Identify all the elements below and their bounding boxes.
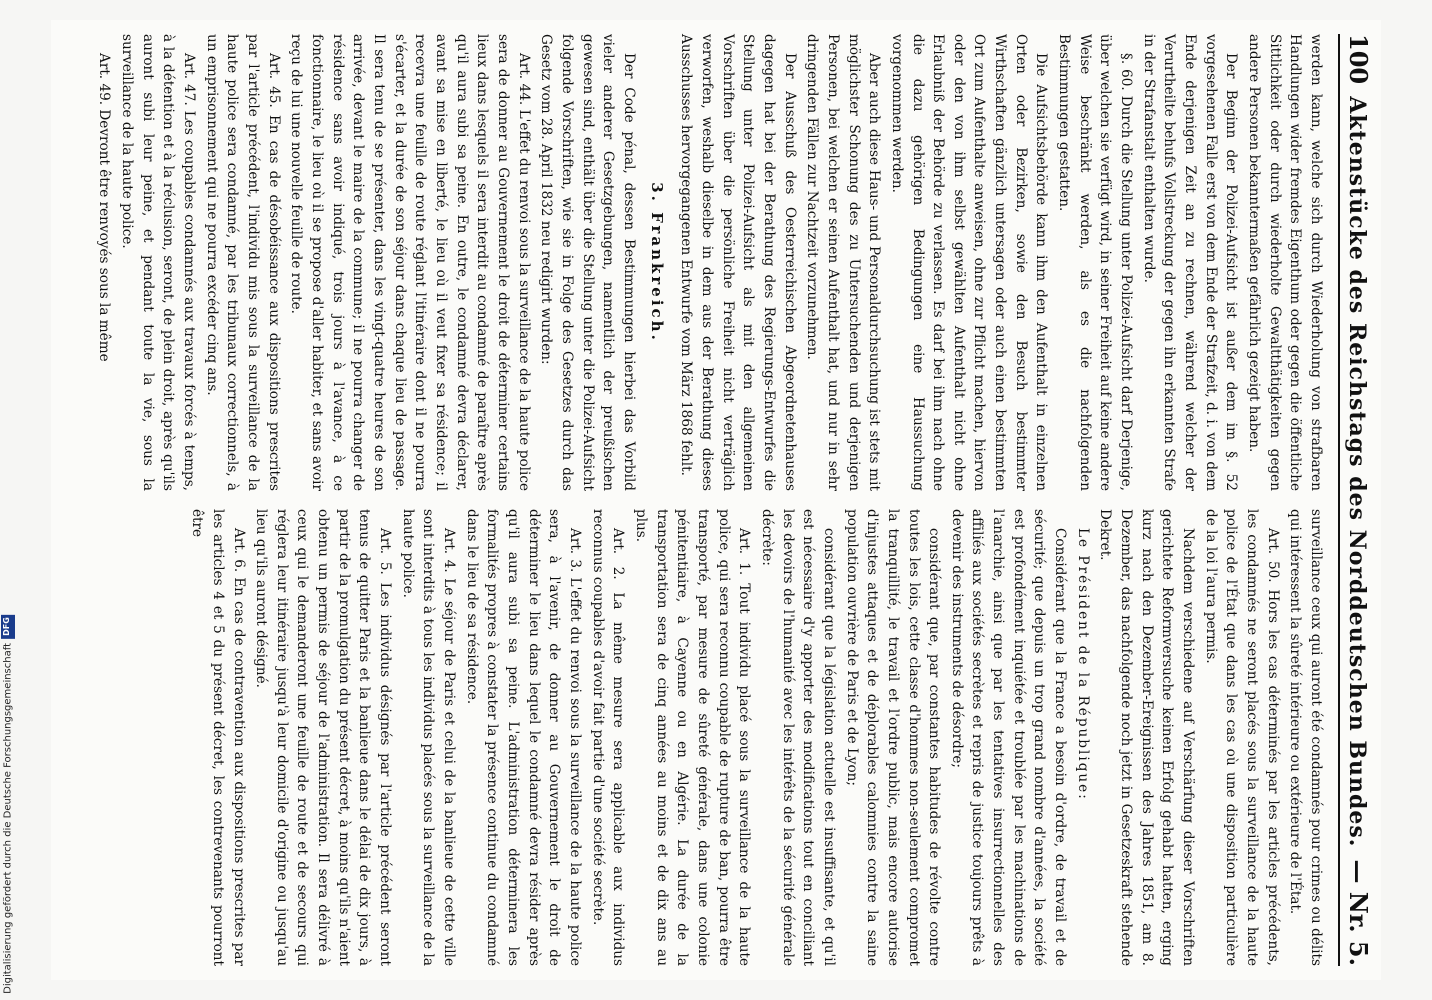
issue-number: — Nr. 5. xyxy=(1344,859,1373,966)
section-heading: 3. Frankreich. xyxy=(647,182,666,343)
paragraph: Der Ausschuß des Oesterreichischen Abgeordnetenhauses dagegen hat bei der Berathung des Regierungs-Entwurfes die Stellung unter Polizei-Aufsicht als mit den allgemeinen Vorschriften über die persönliche Freiheit nicht verträglich verworfen, weshalb dieselbe in dem aus der Berathung dieses Ausschusses hervorgegangenen Entwurfe vom März 1868 fehlt. xyxy=(678,34,798,491)
paragraph: Le Président de la République: xyxy=(1074,528,1091,801)
paragraph: Art. 45. En cas de désobéissance aux dispositions prescrites par l'article précédent, l'individu mis sous la surveillance de la haute police sera condamné, par les tribunaux correctionnels, à un emprisonnement qui ne pourra excéder cinq ans. xyxy=(203,34,282,491)
paragraph: considérant que, par constantes habitudes de révolte contre toutes les lois, cette classe d'hommes non-seulement compromet la tranquillité, le travail et l'ordre public, mais encore autorise d'injustes attaques et de déplorables calomnies contre la saine population ouvrière de Paris et de Lyon; xyxy=(843,509,943,966)
paragraph: Der Beginn der Polizei-Aufsicht ist außer dem im §. 52 vorgesehenen Falle erst von dem Ende der Strafzeit, d. i. von dem Ende derjenigen Zeit an zu rechnen, während welcher der Verurtheilte behufs Vollstreckung der gegen ihn erkannten Strafe in der Strafanstalt enthalten wurde. xyxy=(1140,34,1240,491)
paragraph: Art. 47. Les coupables condamnés aux travaux forcés à temps, à la détention et à la réclusion, seront, de plein droit, après qu'ils auront subi leur peine, et pendant toute la vie, sous la surveillance de la haute police. xyxy=(119,34,198,491)
paragraph: §. 60. Durch die Stellung unter Polizei-Aufsicht darf Derjenige, über welchen sie verfügt wird, in seiner Freiheit auf keine andere Weise beschränkt werden, als es die nachfolgenden Bestimmungen gestatten. xyxy=(1056,34,1135,491)
paragraph: Art. 2. La même mesure sera applicable aux individus reconnus coupables d'avoir fait partie d'une société secrète. xyxy=(589,509,627,966)
paragraph: Art. 49. Devront être renvoyés sous la même xyxy=(96,53,113,362)
dfg-logo-icon: DFG xyxy=(1,615,15,639)
right-column xyxy=(92,509,1326,966)
rotated-document-page xyxy=(51,20,1381,980)
paragraph: Art. 5. Les individus désignés par l'article précédent seront tenus de quitter Paris et la banlieue dans le délai de dix jours, à partir de la promulgation du présent décret, à moins qu'ils n'aient obtenu un permis de séjour de l'administration. Il sera délivré à ceux qui le demanderont une feuille de route et de secours qui réglera leur itinéraire jusqu'à leur domicile d'origine ou jusqu'au lieu qu'ils auront désigné. xyxy=(253,509,394,966)
paragraph: Die Aufsichtsbehörde kann ihm den Aufenthalt in einzelnen Orten oder Bezirken, sowie den Besuch bestimmter Wirthschaften gänzlich untersagen oder auch einen bestimmten Ort zum Aufenthalte anweisen, ohne zur Pflicht machen, hiervon oder den von ihm selbst gewählten Aufenthalt nicht ohne Erlaubniß der Behörde zu verlassen. Es darf bei ihm nach ohne die dazu gehörigen Bedingungen eine Haussuchung vorgenommen werden. xyxy=(888,34,1050,491)
paragraph: surveillance ceux qui auront été condamnés pour crimes ou délits qui intéressent la sûreté intérieure ou extérieure de l'État. xyxy=(1287,509,1324,966)
paragraph: Art. 6. En cas de contravention aux dispositions prescrites par les articles 4 et 5 du présent décret, les contrevenants pourront être xyxy=(189,509,247,966)
paragraph: Art. 4. Le séjour de Paris et celui de la banlieue de cette ville sont interdits à tous les individus placés sous la surveillance de la haute police. xyxy=(399,509,458,966)
paragraph: Art. 44. L'effet du renvoi sous la surveillance de la haute police sera de donner au Gouvernement le droit de déterminer certains lieux dans lesquels il sera interdit au condamné de paraître après qu'il aura subi sa peine. En outre, le condamné devra déclarer, avant sa mise en liberté, le lieu où il veut fixer sa résidence; il recevra une feuille de route réglant l'itinéraire dont il ne pourra s'écarter, et la durée de son séjour dans chaque lieu de passage. Il sera tenu de se présenter, dans les vingt-quatre heures de son arrivée, devant le maire de la commune; il ne pourra changer de résidence sans avoir indiqué, trois jours à l'avance, à ce fonctionnaire, le lieu où il se propose d'aller habiter, et sans avoir reçu de lui une nouvelle feuille de route. xyxy=(288,34,532,491)
digitization-credit xyxy=(1,615,15,994)
page-number: 100 xyxy=(1344,34,1373,85)
paragraph: Aber auch diese Haus- und Personaldurchsuchung ist stets mit möglichster Schonung des zu Untersuchenden und derjenigen Personen, bei welchen er seinen Aufenthalt hat, und nur in sehr dringenden Fällen zur Nachtzeit vorzunehmen. xyxy=(804,34,883,491)
paragraph: werden kann, welche sich durch Wiederholung von strafbaren Handlungen wider fremdes Eigenthum oder gegen die öffentliche Sittlichkeit oder durch wiederholte Gewaltthätigkeiten gegen andere Personen bekanntermaßen gefährlich gezeigt haben. xyxy=(1246,34,1324,491)
paragraph: Art. 3. L'effet du renvoi sous la surveillance de la haute police sera, à l'avenir, de donner au Gouvernement le droit de déterminer le lieu dans lequel le condamné devra résider après qu'il aura subi sa peine. L'administration déterminera les formalités propres à constater la présence continue du condamné dans le lieu de sa résidence. xyxy=(463,509,584,966)
paragraph: Art. 50. Hors les cas déterminés par les articles précédents, les condamnés ne seront placés sous la surveillance de la haute police de l'État que dans les cas où une disposition particulière de la loi l'aura permis. xyxy=(1202,509,1281,966)
running-title: Aktenstücke des Reichstags des Norddeutschen Bundes. xyxy=(1344,96,1370,848)
paragraph: considérant que la législation actuelle est insuffisante, et qu'il est nécessaire d'y apporter des modifications tout en conciliant les devoirs de l'humanité avec les intérêts de la sécurité générale décrète: xyxy=(758,509,837,966)
paragraph: Art. 1. Tout individu placé sous la surveillance de la haute police, qui sera reconnu coupable de rupture de ban, pourra être transporté, par mesure de sûreté générale, dans une colonie pénitentiaire, à Cayenne ou en Algérie. La durée de la transportation sera de cinq années au moins et de dix ans au plus. xyxy=(633,509,753,966)
credit-text: Digitalisierung gefördert durch die Deutsche Forschungsgemeinschaft xyxy=(2,643,14,994)
paragraph: Considérant que la France a besoin d'ordre, de travail et de sécurité; que depuis un trop grand nombre d'années, la société est profondément inquiétée et troublée par les machinations de l'anarchie, ainsi que par les tentatives insurrectionnelles des affiliés aux sociétés secrètes et repris de justice toujours prêts à devenir des instruments de désordre; xyxy=(948,509,1069,966)
left-column xyxy=(92,34,1326,491)
paragraph: Der Code pénal, dessen Bestimmungen hierbei das Vorbild vieler anderer Gesetzgebungen, namentlich der preußischen gewesen sind, enthält über die Stellung unter die Polizei-Aufsicht folgende Vorschriften, wie sie in Folge des Gesetzes durch das Gesetz vom 28. April 1832 neu redigirt wurden: xyxy=(538,34,637,491)
text-columns xyxy=(92,34,1326,966)
page-header xyxy=(1338,34,1373,966)
paragraph: Nachdem verschiedene auf Verschärfung dieser Vorschriften gerichtete Reformversuche keinen Erfolg gehabt hatten, erging kurz nach den Dezember-Ereignissen des Jahres 1851, am 8. Dezember, das nachfolgende noch jetzt in Gesetzeskraft stehende Dekret. xyxy=(1097,509,1197,966)
